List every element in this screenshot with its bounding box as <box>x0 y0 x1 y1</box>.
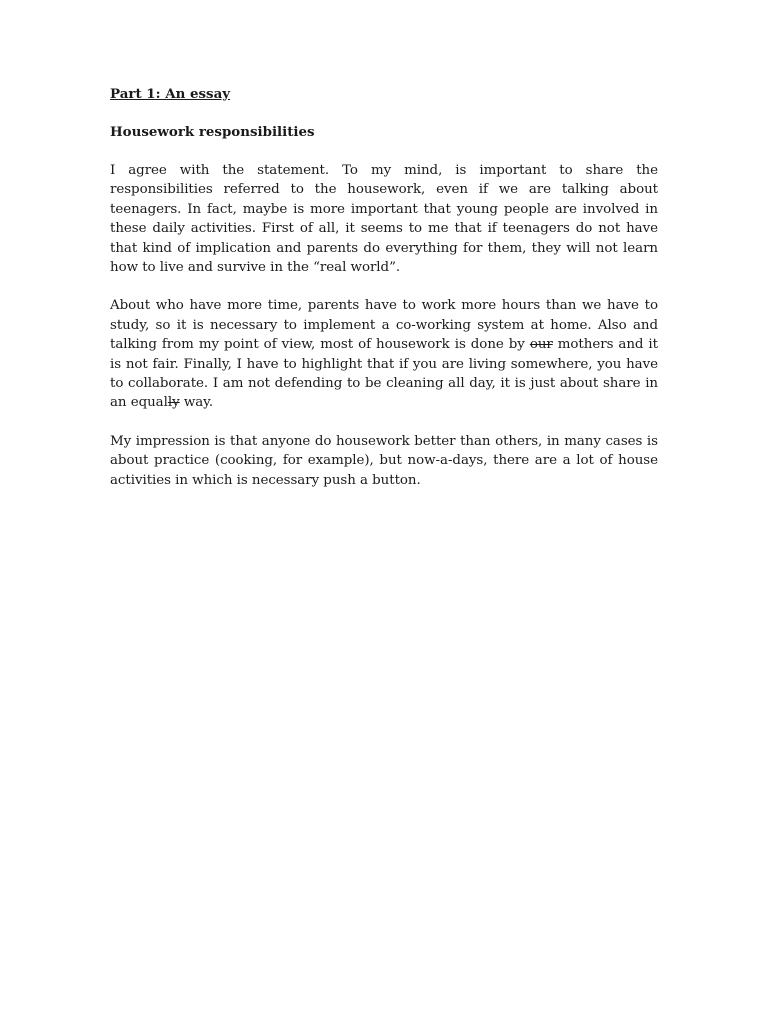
part-title: Part 1: An essay <box>110 86 231 102</box>
essay-paragraph-3: My impression is that anyone do housework better than others, in many cases is about practice (cooking, for example), but now-a-days, there are a lot of house activities in which is necessary push a button. <box>110 433 658 488</box>
struck-suffix-ly: ly <box>167 395 180 411</box>
document-page <box>110 84 658 490</box>
struck-word-our: our <box>529 337 553 353</box>
paragraph-2-text-2: mothers and it is not fair. Finally, I have to highlight that if you are living somewhere, you have to collaborate. I am not defending to be cleaning all day, it is just about share in an equal <box>110 337 659 411</box>
paragraph-2-text-3: way. <box>179 395 214 411</box>
essay-paragraph-1: I agree with the statement. To my mind, is important to share the responsibilities referred to the housework, even if we are talking about teenagers. In fact, maybe is more important that young people are involved in these daily activities. First of all, it seems to me that if teenagers do not have that kind of implication and parents do everything for them, they will not learn how to live and survive in the “real world”. <box>110 163 658 276</box>
paragraph-2-text-1: About who have more time, parents have to work more hours than we have to study, so it is necessary to implement a co-working system at home. Also and talking from my point of view, most of housework is done by <box>110 298 658 353</box>
essay-heading: Housework responsibilities <box>110 124 315 140</box>
essay-paragraph-2 <box>110 296 658 412</box>
